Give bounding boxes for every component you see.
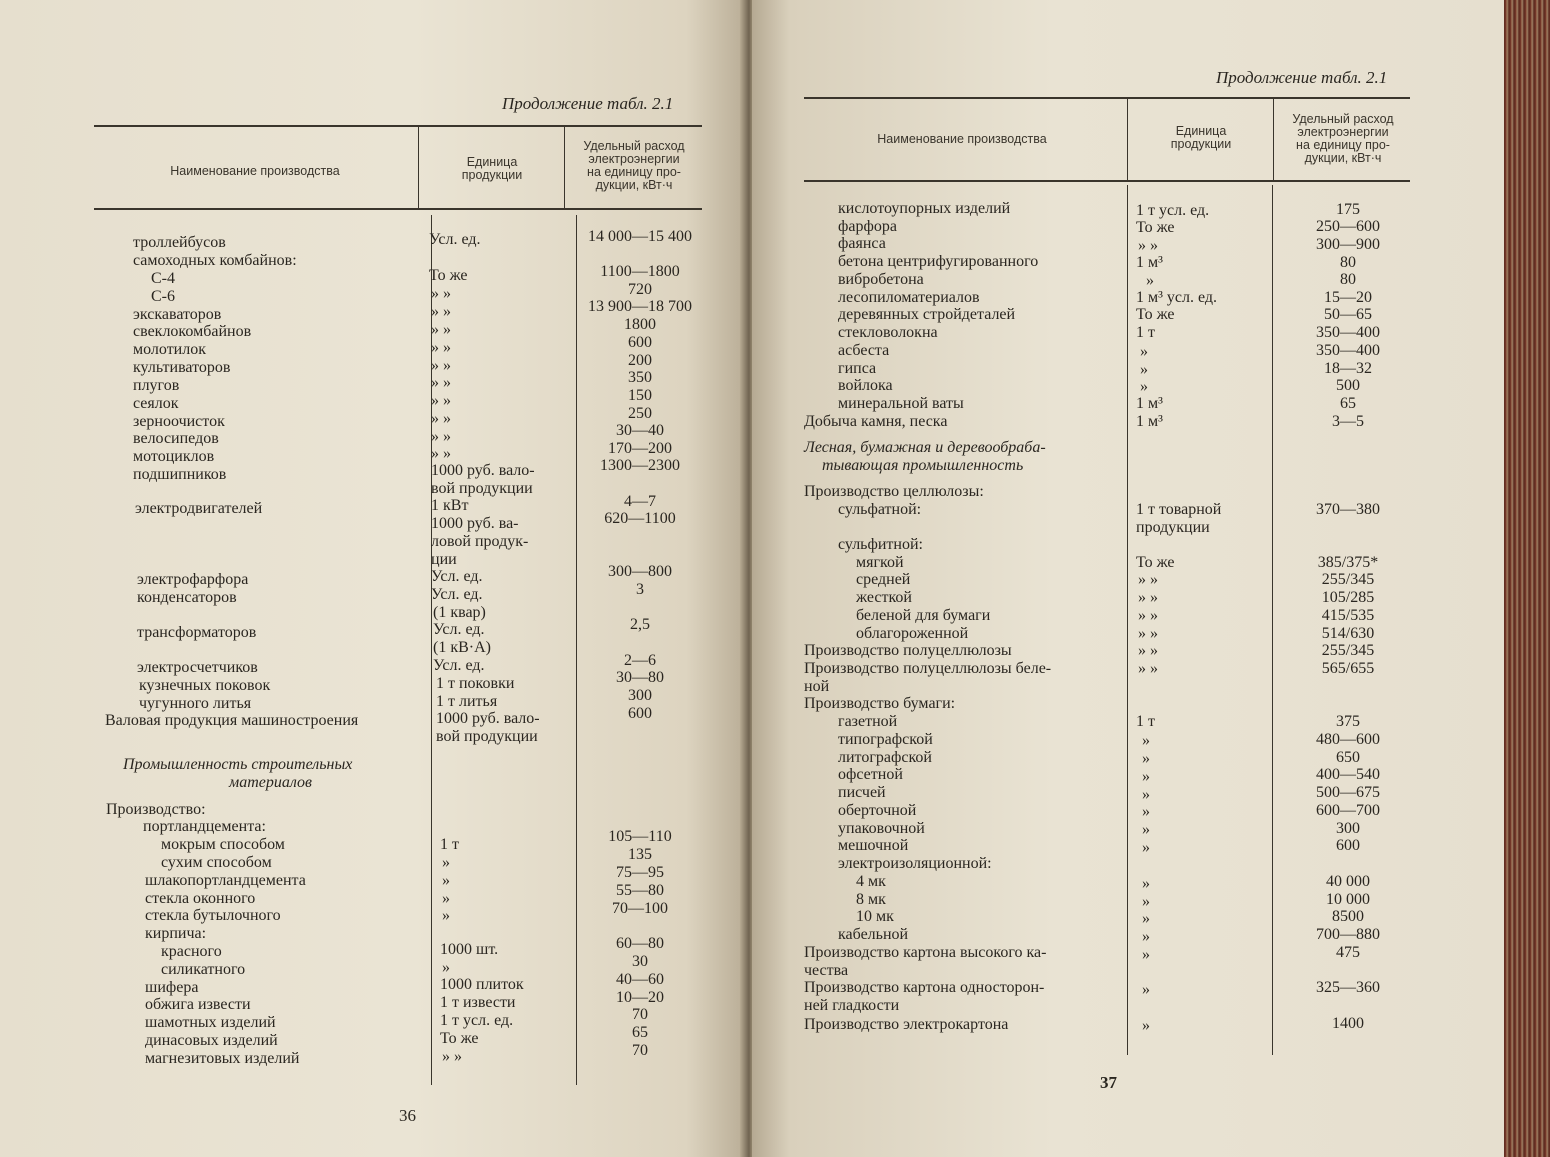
row-unit: 1000 руб. ва- [431, 515, 519, 532]
row-name: Производство картона высокого ка- [804, 944, 1047, 961]
row-unit: » [1142, 768, 1150, 785]
row-name: ней гладкости [804, 997, 900, 1014]
row-name: магнезитовых изделий [145, 1050, 300, 1067]
row-rate: 350—400 [1316, 324, 1380, 341]
row-rate: 175 [1336, 201, 1360, 218]
row-rate: 60—80 [616, 935, 664, 952]
row-rate: 325—360 [1316, 979, 1380, 996]
row-name: сухим способом [161, 854, 272, 871]
row-unit: » [1142, 893, 1150, 910]
row-rate: 105—110 [608, 828, 672, 845]
row-unit: ловой продук- [431, 533, 529, 550]
row-name: 10 мк [856, 908, 894, 925]
row-unit: » [1142, 803, 1150, 820]
row-unit: » [442, 907, 450, 924]
row-unit: » [1142, 786, 1150, 803]
row-unit: Усл. ед. [433, 621, 485, 638]
row-name: трансформаторов [137, 624, 257, 641]
row-rate: 15—20 [1324, 289, 1372, 306]
row-rate: 500 [1336, 377, 1360, 394]
row-name: сеялок [133, 395, 179, 412]
row-rate: 30 [632, 953, 648, 970]
row-name: писчей [838, 784, 886, 801]
row-rate: 600 [628, 334, 652, 351]
row-rate: 255/345 [1321, 571, 1375, 588]
header-top-rule [94, 125, 702, 127]
row-rate: 70—100 [612, 900, 668, 917]
row-unit: » » [431, 303, 451, 320]
row-name: офсетной [838, 766, 903, 783]
row-unit: » [1142, 928, 1150, 945]
row-unit: 1 т [1136, 713, 1155, 730]
row-unit: » » [431, 321, 451, 338]
row-unit: 1000 руб. вало- [431, 462, 535, 479]
row-rate: 105/285 [1321, 589, 1375, 606]
row-unit: » [1142, 910, 1150, 927]
row-unit: » [1142, 732, 1150, 749]
row-rate: 30—40 [616, 422, 664, 439]
row-name: облагороженной [856, 625, 969, 642]
row-rate: 150 [628, 387, 652, 404]
row-unit: 1000 шт. [440, 941, 499, 958]
row-unit: 1000 руб. вало- [436, 710, 540, 727]
row-unit: 1 т [440, 836, 459, 853]
row-rate: 255/345 [1321, 642, 1375, 659]
row-name: плугов [133, 377, 180, 394]
row-rate: 400—540 [1316, 766, 1380, 783]
row-rate: 650 [1336, 749, 1360, 766]
row-unit: » [1142, 1017, 1150, 1034]
row-name: ной [804, 678, 830, 695]
row-unit: То же [429, 267, 468, 284]
row-rate: 1300—2300 [600, 457, 680, 474]
row-name: вибробетона [838, 271, 924, 288]
row-name: силикатного [161, 961, 246, 978]
row-unit: » » [1138, 625, 1158, 642]
row-unit: » [442, 854, 450, 871]
table-caption: Продолжение табл. 2.1 [502, 94, 674, 113]
row-unit: 1 т литья [436, 693, 498, 710]
row-rate: 30—80 [616, 669, 664, 686]
row-name: троллейбусов [133, 234, 226, 251]
row-unit: » » [431, 428, 451, 445]
row-unit: 1 т усл. ед. [1136, 202, 1210, 219]
row-rate: 300 [1336, 820, 1360, 837]
row-unit: » [1140, 378, 1148, 395]
row-rate: 65 [1340, 395, 1356, 412]
row-name: красного [161, 943, 222, 960]
row-name: электроизоляционной: [838, 855, 992, 872]
table-caption: Продолжение табл. 2.1 [1216, 68, 1388, 87]
row-unit: (1 квар) [433, 604, 486, 621]
header-top-rule [804, 97, 1410, 99]
row-name: Валовая продукция машиностроения [105, 712, 359, 729]
row-unit: » » [431, 410, 451, 427]
row-name: 4 мк [856, 873, 886, 890]
row-unit: » [1142, 821, 1150, 838]
book-page-edges [1504, 0, 1550, 1157]
row-rate: 250—600 [1316, 218, 1380, 235]
row-rate: 300 [628, 687, 652, 704]
row-rate: 70 [632, 1006, 648, 1023]
row-name: шифера [145, 979, 199, 996]
row-rate: 500—675 [1316, 784, 1380, 801]
row-unit: 1000 плиток [440, 976, 524, 993]
row-rate: 2,5 [630, 616, 650, 633]
row-name: мешочной [838, 837, 909, 854]
row-name: электродвигателей [135, 500, 263, 517]
row-rate: 565/655 [1321, 660, 1375, 677]
row-rate: 350 [628, 369, 652, 386]
row-rate: 2—6 [624, 652, 656, 669]
row-unit: 1 м³ [1136, 395, 1163, 412]
left-page [0, 0, 746, 1157]
row-unit: » » [431, 445, 451, 462]
row-name: С-4 [151, 270, 175, 287]
header-bottom-rule [804, 180, 1410, 182]
row-rate: 600—700 [1316, 802, 1380, 819]
row-unit: 1 т поковки [436, 675, 515, 692]
row-unit: 1 т [1136, 324, 1155, 341]
header-name: Наименование производства [877, 132, 1047, 146]
row-name: стекла бутылочного [145, 907, 281, 924]
row-name: фаянса [838, 235, 886, 252]
row-name: молотилок [133, 341, 206, 358]
row-name: кислотоупорных изделий [838, 200, 1011, 217]
row-unit: 1 м³ усл. ед. [1136, 289, 1218, 306]
row-name: литографской [838, 749, 932, 766]
row-rate: 250 [628, 405, 652, 422]
row-name: деревянных стройдеталей [838, 306, 1016, 323]
row-name: зерноочисток [133, 413, 225, 430]
row-name: портландцемента: [143, 818, 266, 835]
row-name: шлакопортландцемента [145, 872, 306, 889]
row-name: кирпича: [145, 925, 207, 942]
row-unit: То же [1136, 554, 1175, 571]
row-rate: 475 [1336, 944, 1360, 961]
row-unit: » [1142, 946, 1150, 963]
row-unit: То же [1136, 219, 1175, 236]
row-name: 8 мк [856, 891, 886, 908]
row-name: Производство полуцеллюлозы беле- [804, 660, 1052, 677]
row-unit: ции [431, 551, 457, 568]
row-unit: вой продукции [436, 728, 538, 745]
row-name: бетона центрифугированного [838, 253, 1039, 270]
row-rate: 3—5 [1332, 413, 1364, 430]
right-page [752, 0, 1504, 1157]
row-name: Производство: [106, 801, 206, 818]
row-name: жесткой [856, 589, 912, 606]
row-name: С-6 [151, 288, 175, 305]
section-heading: материалов [229, 774, 312, 791]
row-name: сульфатной: [838, 501, 922, 518]
row-rate: 10—20 [616, 989, 664, 1006]
row-rate: 1400 [1332, 1015, 1364, 1032]
row-rate: 40 000 [1326, 873, 1370, 890]
row-name: газетной [838, 713, 898, 730]
row-rate: 18—32 [1324, 360, 1372, 377]
row-unit: » [442, 872, 450, 889]
row-name: динасовых изделий [145, 1032, 278, 1049]
row-name: оберточной [838, 802, 917, 819]
row-unit: Усл. ед. [431, 568, 483, 585]
row-unit: » [1142, 875, 1150, 892]
row-unit: » [1140, 361, 1148, 378]
row-unit: Усл. ед. [429, 231, 481, 248]
row-rate: 8500 [1332, 908, 1364, 925]
row-rate: 80 [1340, 254, 1356, 271]
row-name: чугунного литья [139, 695, 252, 712]
row-rate: 10 000 [1326, 891, 1370, 908]
row-name: свеклокомбайнов [133, 323, 252, 340]
row-unit: » [1142, 750, 1150, 767]
row-name: кузнечных поковок [139, 677, 271, 694]
row-unit: 1 т товарной [1136, 501, 1222, 518]
row-unit: вой продукции [431, 480, 533, 497]
row-unit: 1 т извести [440, 994, 516, 1011]
row-name: культиваторов [133, 359, 231, 376]
row-rate: 65 [632, 1024, 648, 1041]
row-name: сульфитной: [838, 536, 923, 553]
column-divider [576, 215, 577, 1085]
row-rate: 720 [628, 281, 652, 298]
row-rate: 75—95 [616, 864, 664, 881]
row-rate: 300—900 [1316, 236, 1380, 253]
row-rate: 1800 [624, 316, 656, 333]
row-rate: 40—60 [616, 971, 664, 988]
row-unit: » » [1138, 589, 1158, 606]
row-unit: 1 м³ [1136, 254, 1163, 271]
row-name: Производство электрокартона [804, 1016, 1009, 1033]
row-rate: 13 900—18 700 [588, 298, 692, 315]
row-rate: 70 [632, 1042, 648, 1059]
row-name: чества [804, 962, 849, 979]
row-rate: 300—800 [608, 563, 672, 580]
row-rate: 350—400 [1316, 342, 1380, 359]
row-unit: » » [1138, 237, 1158, 254]
row-name: Производство картона односторон- [804, 979, 1045, 996]
row-name: Производство целлюлозы: [804, 483, 984, 500]
row-name: шамотных изделий [145, 1014, 276, 1031]
header-unit: Единица продукции [1170, 124, 1232, 151]
page-number: 37 [1100, 1073, 1117, 1092]
row-rate: 620—1100 [604, 510, 676, 527]
header-rate: Удельный расход электроэнергии на единицу про- дукции, кВт·ч [1292, 112, 1394, 165]
row-name: средней [856, 571, 911, 588]
row-name: конденсаторов [137, 589, 237, 606]
row-rate: 50—65 [1324, 306, 1372, 323]
row-rate: 3 [636, 581, 644, 598]
row-unit: » » [1138, 607, 1158, 624]
row-unit: » » [1138, 571, 1158, 588]
row-rate: 14 000—15 400 [588, 228, 692, 245]
row-unit: » [1142, 981, 1150, 998]
row-rate: 135 [628, 846, 652, 863]
row-name: мотоциклов [133, 448, 215, 465]
row-name: упаковочной [838, 820, 925, 837]
row-unit: (1 кВ·А) [433, 639, 491, 656]
row-name: Производство бумаги: [804, 695, 956, 712]
row-rate: 200 [628, 352, 652, 369]
row-rate: 385/375* [1317, 554, 1379, 571]
row-unit: » » [431, 339, 451, 356]
row-name: стекла оконного [145, 890, 256, 907]
section-heading: Промышленность строительных [123, 756, 353, 773]
row-name: самоходных комбайнов: [133, 252, 297, 269]
row-unit: » [442, 890, 450, 907]
row-rate: 480—600 [1316, 731, 1380, 748]
row-name: войлока [838, 377, 893, 394]
row-unit: » [1142, 839, 1150, 856]
row-name: асбеста [838, 342, 890, 359]
header-bottom-rule [94, 208, 702, 210]
row-unit: 1 м³ [1136, 413, 1163, 430]
row-rate: 370—380 [1316, 501, 1380, 518]
row-name: фарфора [838, 218, 897, 235]
row-rate: 600 [1336, 837, 1360, 854]
row-name: стекловолокна [838, 324, 938, 341]
column-divider [1127, 185, 1128, 1055]
header-name: Наименование производства [170, 164, 340, 178]
row-name: минеральной ваты [838, 395, 964, 412]
column-divider [1272, 185, 1273, 1055]
header-divider [1127, 98, 1128, 180]
row-unit: продукции [1136, 519, 1210, 536]
row-unit: » » [442, 1048, 462, 1065]
row-unit: Усл. ед. [431, 586, 483, 603]
row-unit: » » [431, 357, 451, 374]
row-rate: 375 [1336, 713, 1360, 730]
row-rate: 514/630 [1321, 625, 1375, 642]
row-unit: 1 т усл. ед. [440, 1012, 514, 1029]
section-heading: тывающая промышленность [822, 457, 1024, 474]
row-unit: То же [440, 1030, 479, 1047]
row-name: электросчетчиков [137, 659, 258, 676]
header-divider [1273, 98, 1274, 180]
header-divider [418, 126, 419, 208]
row-rate: 170—200 [608, 440, 672, 457]
row-rate: 55—80 [616, 882, 664, 899]
row-unit: » » [1138, 642, 1158, 659]
row-name: обжига извести [145, 996, 251, 1013]
row-unit: » » [431, 392, 451, 409]
row-unit: 1 кВт [431, 497, 469, 514]
row-unit: » » [1138, 660, 1158, 677]
row-name: электрофарфора [137, 571, 249, 588]
row-name: мягкой [856, 554, 904, 571]
row-unit: То же [1136, 306, 1175, 323]
row-name: велосипедов [133, 430, 219, 447]
header-unit: Единица продукции [461, 155, 523, 182]
row-rate: 80 [1340, 271, 1356, 288]
header-rate: Удельный расход электроэнергии на единицу про- дукции, кВт·ч [583, 139, 685, 192]
row-rate: 415/535 [1321, 607, 1375, 624]
row-name: гипса [838, 360, 877, 377]
row-name: типографской [838, 731, 933, 748]
row-name: экскаваторов [133, 306, 222, 323]
row-rate: 700—880 [1316, 926, 1380, 943]
row-unit: » » [431, 285, 451, 302]
row-name: мокрым способом [161, 836, 285, 853]
row-unit: » [442, 959, 450, 976]
row-unit: » » [431, 374, 451, 391]
header-divider [564, 126, 565, 208]
row-unit: » [1140, 343, 1148, 360]
section-heading: Лесная, бумажная и деревообраба- [804, 439, 1046, 456]
row-rate: 4—7 [624, 493, 656, 510]
row-rate: 1100—1800 [600, 263, 680, 280]
row-rate: 600 [628, 705, 652, 722]
row-name: Производство полуцеллюлозы [804, 642, 1012, 659]
page-number: 36 [399, 1106, 416, 1125]
row-name: лесопиломатериалов [838, 289, 980, 306]
row-unit: Усл. ед. [433, 657, 485, 674]
row-name: беленой для бумаги [856, 607, 991, 624]
row-unit: » [1146, 272, 1154, 289]
row-name: подшипников [133, 466, 227, 483]
row-name: Добыча камня, песка [804, 413, 948, 430]
row-name: кабельной [838, 926, 909, 943]
